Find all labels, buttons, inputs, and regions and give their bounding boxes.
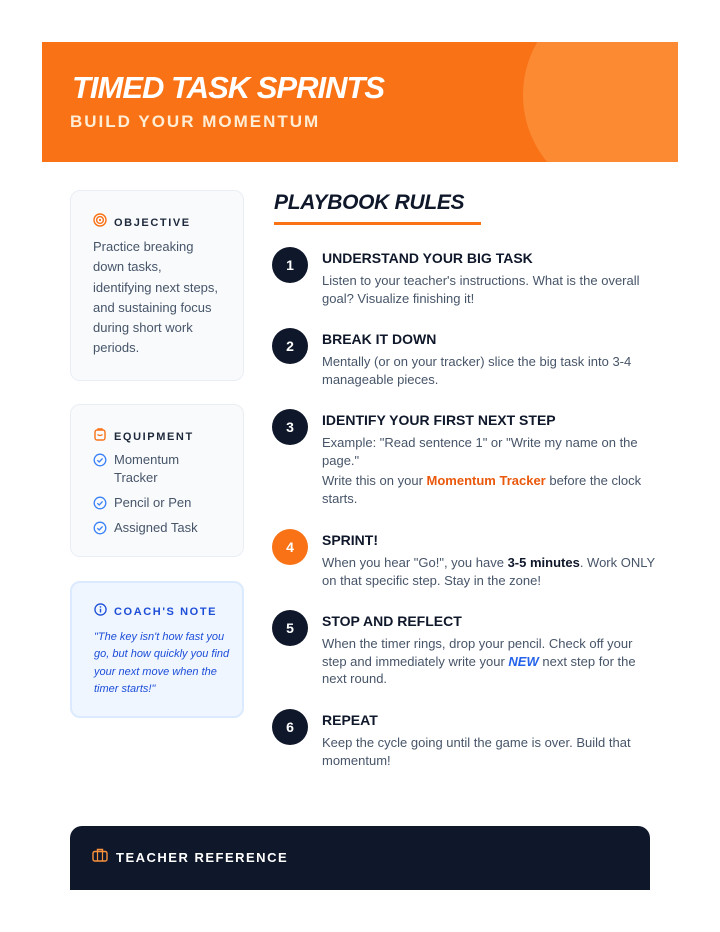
check-circle-icon — [93, 519, 107, 540]
teacher-reference-label: TEACHER REFERENCE — [116, 850, 289, 865]
step-body-text: Write this on your — [322, 473, 427, 488]
coach-note-label: COACH'S NOTE — [114, 606, 218, 618]
page-title: TIMED TASK SPRINTS — [72, 70, 385, 105]
step-body: Listen to your teacher's instructions. What is the overall goal? Visualize finishing it! — [322, 273, 640, 306]
step-title: STOP AND REFLECT — [322, 613, 462, 629]
step-body-text: next step for the next round. — [322, 653, 636, 686]
step-title: BREAK IT DOWN — [322, 331, 437, 347]
clipboard-icon — [93, 427, 107, 446]
step-body-text: before the clock starts. — [322, 473, 642, 506]
check-circle-icon — [93, 451, 107, 472]
step-body-text: . Work ONLY on that specific step. Stay in the zone! — [322, 555, 655, 588]
step-3 — [272, 409, 662, 513]
objective-card — [70, 190, 244, 381]
step-body — [322, 554, 657, 589]
playbook-title-underline — [274, 222, 481, 225]
target-icon — [93, 213, 107, 232]
step-example: Example: "Read sentence 1" or "Write my name on the page." — [322, 435, 638, 468]
step-4 — [272, 529, 662, 591]
info-icon — [94, 603, 107, 621]
step-number: 2 — [272, 328, 308, 364]
step-number: 4 — [272, 529, 308, 565]
equipment-item-label: Assigned Task — [114, 520, 198, 535]
briefcase-icon — [92, 848, 108, 867]
step-title: SPRINT! — [322, 532, 378, 548]
highlight-new: NEW — [508, 653, 539, 669]
page-subtitle: BUILD YOUR MOMENTUM — [70, 112, 321, 131]
header-decor-circle — [523, 42, 678, 162]
step-number: 6 — [272, 709, 308, 745]
equipment-item-label: Pencil or Pen — [114, 495, 192, 510]
equipment-label: EQUIPMENT — [114, 430, 194, 443]
check-circle-icon — [93, 494, 107, 515]
equipment-item-label: Momentum Tracker — [114, 452, 180, 485]
objective-header — [93, 213, 191, 232]
step-title: REPEAT — [322, 712, 378, 728]
step-6 — [272, 709, 662, 771]
step-body — [322, 635, 657, 688]
step-body-text: When the timer rings, drop your pencil. Check off your step and immediately write your — [322, 636, 633, 669]
coach-note-header — [94, 603, 217, 621]
equipment-item — [93, 451, 224, 487]
playbook-title: PLAYBOOK RULES — [274, 191, 465, 214]
teacher-reference-header — [92, 848, 288, 867]
step-number: 3 — [272, 409, 308, 445]
coach-note-quote: "The key isn't how fast you go, but how quickly you find your next move when the timer starts!" — [94, 631, 230, 695]
step-2 — [272, 328, 662, 390]
step-body: Keep the cycle going until the game is over. Build that momentum! — [322, 735, 631, 768]
step-body-text: When you hear "Go!", you have — [322, 555, 508, 570]
equipment-header — [93, 427, 194, 446]
objective-label: OBJECTIVE — [114, 216, 191, 229]
objective-text: Practice breaking down tasks, identifying next steps, and sustaining focus during short work periods. — [93, 239, 219, 356]
step-body: Mentally (or on your tracker) slice the big task into 3-4 manageable pieces. — [322, 354, 632, 387]
header-banner — [42, 42, 678, 162]
coach-note-card — [70, 581, 244, 718]
equipment-card — [70, 404, 244, 557]
teacher-reference-bar — [70, 826, 650, 890]
step-number: 5 — [272, 610, 308, 646]
step-body — [322, 472, 657, 507]
highlight-momentum-tracker: Momentum Tracker — [426, 473, 546, 488]
step-title: IDENTIFY YOUR FIRST NEXT STEP — [322, 412, 556, 428]
step-title: UNDERSTAND YOUR BIG TASK — [322, 250, 533, 266]
highlight-minutes: 3-5 minutes — [507, 555, 580, 570]
step-1 — [272, 247, 662, 309]
step-5 — [272, 610, 662, 690]
step-number: 1 — [272, 247, 308, 283]
equipment-item — [93, 519, 224, 540]
equipment-item — [93, 494, 224, 515]
